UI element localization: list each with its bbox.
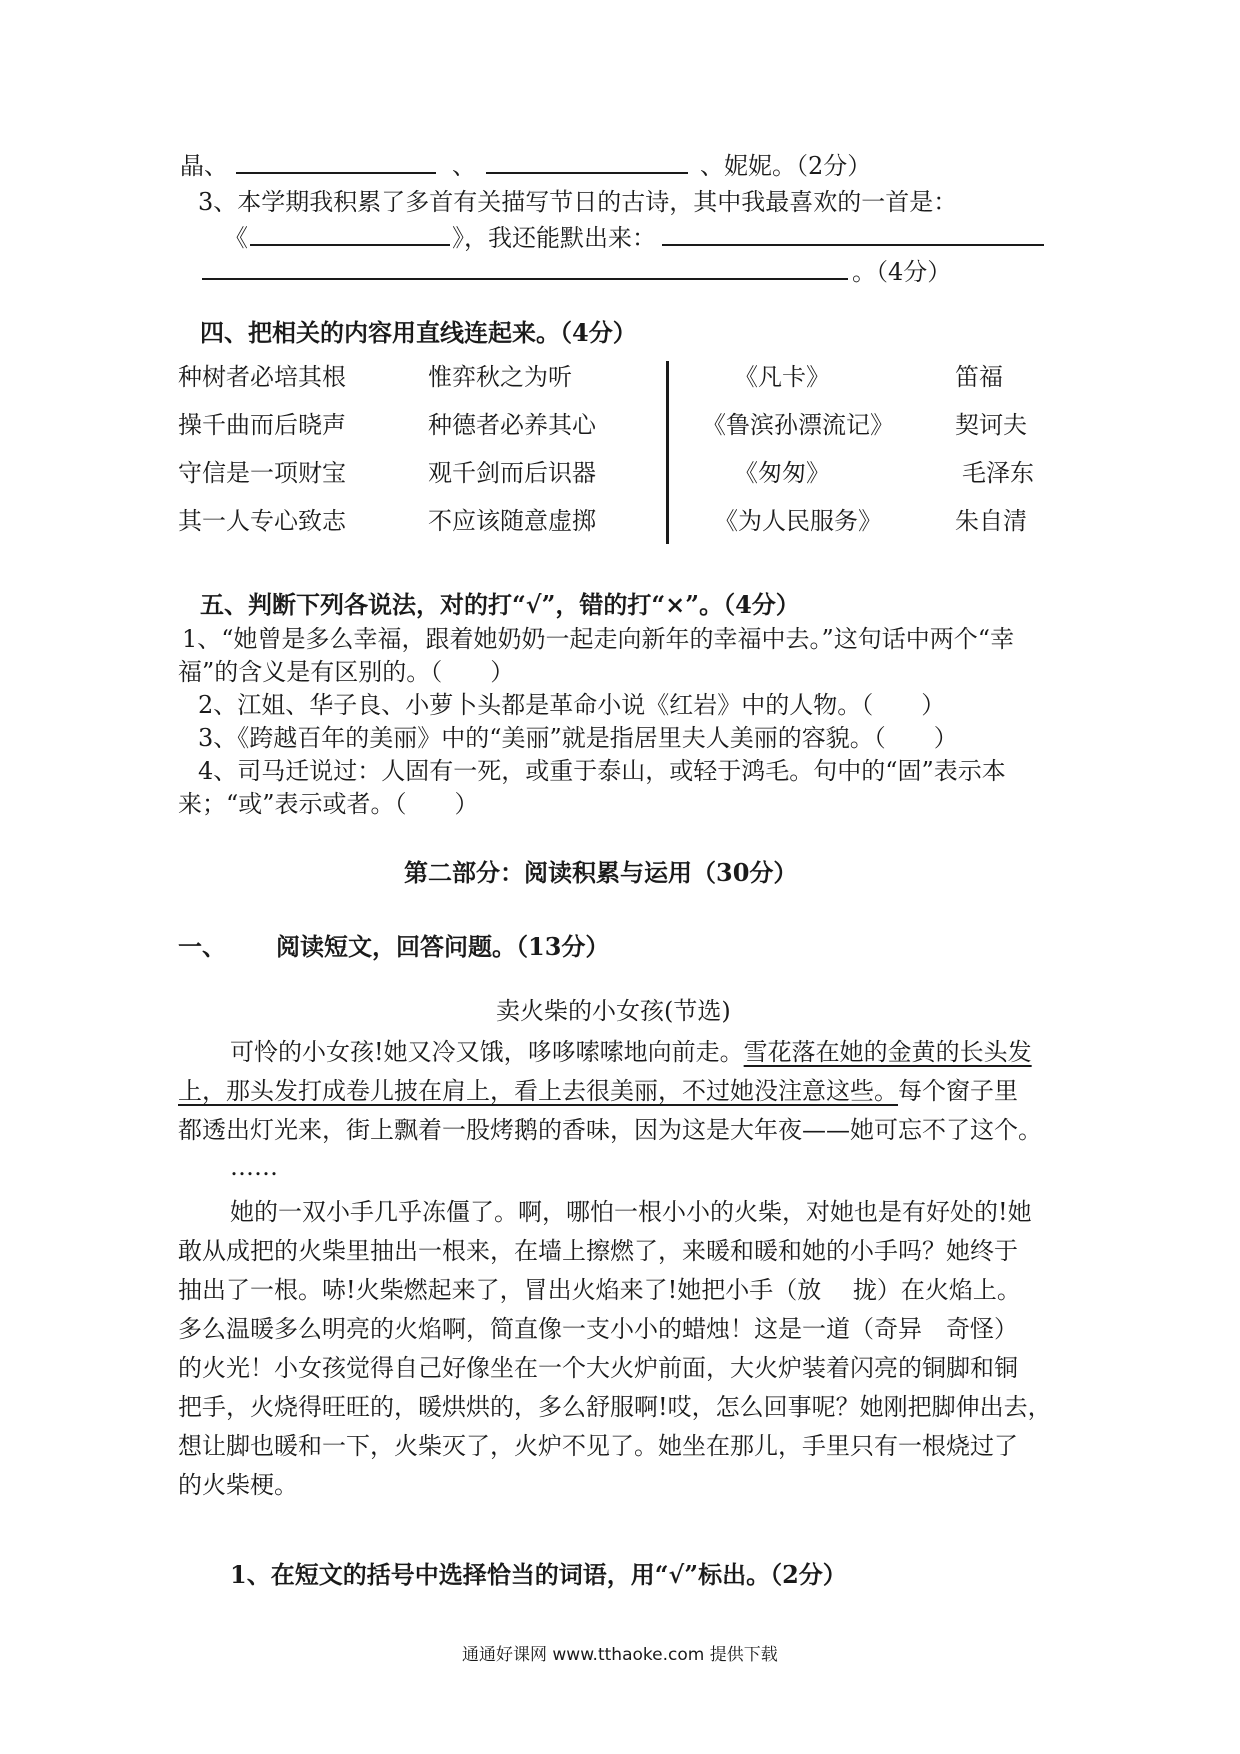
match-left-2-3[interactable]: 观千剑而后识器: [428, 459, 596, 487]
match-left-1-1[interactable]: 种树者必培其根: [178, 363, 346, 391]
match-left-1-4[interactable]: 其一人专心致志: [178, 507, 346, 535]
judge-item-1b[interactable]: 福”的含义是有区别的。（ ）: [178, 658, 515, 686]
passage-p1-line1: [230, 1037, 1032, 1067]
match-left-2-4[interactable]: 不应该随意虚掷: [428, 507, 596, 535]
passage-p1-line3: 都透出灯光来，街上飘着一股烤鹅的香味，因为这是大年夜——她可忘不了这个。: [178, 1116, 1042, 1144]
part2-sub1-number: 一、: [178, 932, 226, 961]
section5-heading: 五、判断下列各说法，对的打“√”，错的打“×”。（4分）: [200, 590, 800, 619]
section4-heading: 四、把相关的内容用直线连起来。（4分）: [200, 318, 637, 347]
passage-text: 每个窗子里: [898, 1077, 1018, 1105]
q3-text: 3、本学期我积累了多首有关描写节日的古诗，其中我最喜欢的一首是：: [198, 188, 958, 216]
passage-p2-line8: 的火柴梗。: [178, 1471, 298, 1499]
page-footer: 通通好课网 www.tthaoke.com 提供下载: [462, 1645, 778, 1665]
underlined-sentence: 上，那头发打成卷儿披在肩上，看上去很美丽，不过她没注意这些。: [178, 1077, 898, 1105]
passage-p2-line3[interactable]: 抽出了一根。哧!火柴燃起来了，冒出火焰来了!她把小手（放 拢）在火焰上。: [178, 1276, 1021, 1304]
passage-p2-line4[interactable]: 多么温暖多么明亮的火焰啊，简直像一支小小的蜡烛！这是一道（奇异 奇怪）: [178, 1315, 1018, 1343]
judge-item-4b[interactable]: 来；“或”表示或者。（ ）: [178, 790, 479, 818]
match-right-2-3[interactable]: 毛泽东: [962, 459, 1034, 487]
answer-blank[interactable]: [486, 150, 688, 174]
match-right-1-2[interactable]: 《鲁滨孙漂流记》: [702, 411, 894, 439]
match-left-1-2[interactable]: 操千曲而后晓声: [178, 411, 346, 439]
question-1: 1、在短文的括号中选择恰当的词语，用“√”标出。（2分）: [230, 1560, 847, 1589]
passage-p1-line2: [178, 1076, 1018, 1106]
passage-p2-line1: 她的一双小手几乎冻僵了。啊，哪怕一根小小的火柴，对她也是有好处的!她: [230, 1198, 1032, 1226]
q3-end: 。（4分）: [852, 258, 952, 286]
judge-item-3[interactable]: 3、《跨越百年的美丽》中的“美丽”就是指居里夫人美丽的容貌。（ ）: [198, 724, 958, 752]
part2-sub1: [178, 932, 609, 962]
match-left-1-3[interactable]: 守信是一项财宝: [178, 459, 346, 487]
passage-title: 卖火柴的小女孩(节选): [496, 997, 731, 1025]
passage-text: 可怜的小女孩!她又冷又饿，哆哆嗦嗦地向前走。: [230, 1038, 744, 1066]
q3-mid: 》，我还能默出来：: [452, 224, 656, 252]
passage-p2-line5: 的火光！小女孩觉得自己好像坐在一个大火炉前面，大火炉装着闪亮的铜脚和铜: [178, 1354, 1018, 1382]
part2-heading: 第二部分：阅读积累与运用（30分）: [404, 858, 798, 887]
match-right-1-1[interactable]: 《凡卡》: [734, 363, 830, 391]
match-right-2-2[interactable]: 契诃夫: [955, 411, 1027, 439]
judge-item-4a: 4、司马迁说过：人固有一死，或重于泰山，或轻于鸿毛。句中的“固”表示本: [198, 757, 1006, 785]
underlined-sentence: 雪花落在她的金黄的长头发: [743, 1038, 1032, 1066]
match-left-2-2[interactable]: 种德者必养其心: [428, 411, 596, 439]
q3-open: 《: [224, 224, 248, 252]
match-right-1-4[interactable]: 《为人民服务》: [714, 507, 882, 535]
poem-title-blank[interactable]: [250, 222, 450, 246]
passage-p2-line7: 想让脚也暖和一下，火柴灭了，火炉不见了。她坐在那儿，手里只有一根烧过了: [178, 1432, 1018, 1460]
fill-line-1: [180, 150, 871, 181]
judge-item-2[interactable]: 2、江姐、华子良、小萝卜头都是革命小说《红岩》中的人物。（ ）: [198, 691, 946, 719]
fill-line1-sep: 、: [452, 152, 476, 180]
poem-blank-2[interactable]: [202, 256, 848, 280]
fill-line1-start: 晶、: [180, 152, 228, 180]
passage-ellipsis: ……: [230, 1153, 278, 1181]
q3-line: [224, 222, 1044, 253]
match-right-2-1[interactable]: 笛福: [955, 363, 1003, 391]
judge-item-1a: 1、“她曾是多么幸福，跟着她奶奶一起走向新年的幸福中去。”这句话中两个“幸: [182, 625, 1015, 653]
part2-sub1-text: 阅读短文，回答问题。（13分）: [276, 932, 610, 961]
match-right-1-3[interactable]: 《匆匆》: [734, 459, 830, 487]
answer-blank[interactable]: [236, 150, 436, 174]
passage-p2-line2: 敢从成把的火柴里抽出一根来，在墙上擦燃了，来暖和暖和她的小手吗？她终于: [178, 1237, 1018, 1265]
match-divider: [666, 361, 669, 544]
match-right-2-4[interactable]: 朱自清: [955, 507, 1027, 535]
q3-line-2: [202, 256, 951, 287]
fill-line1-end: 、妮妮。（2分）: [700, 152, 872, 180]
passage-p2-line6: 把手，火烧得旺旺的，暖烘烘的，多么舒服啊!哎，怎么回事呢？她刚把脚伸出去，: [178, 1393, 1052, 1421]
match-left-2-1[interactable]: 惟弈秋之为听: [428, 363, 572, 391]
poem-blank[interactable]: [662, 222, 1044, 246]
